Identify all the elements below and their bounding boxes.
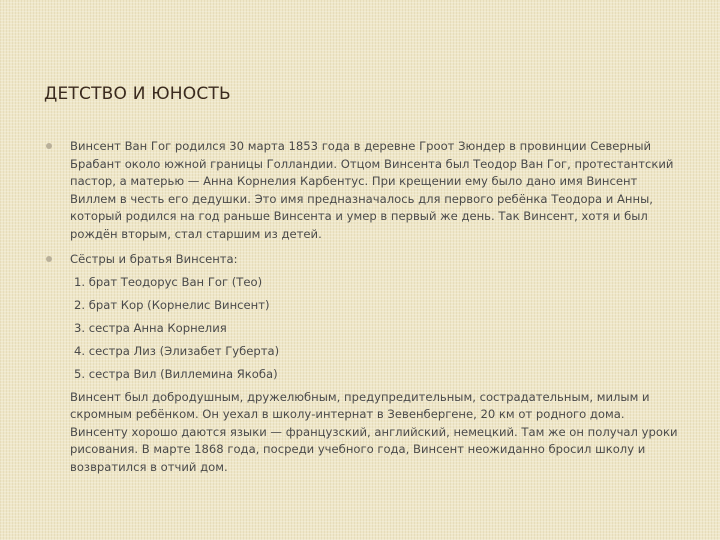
siblings-list xyxy=(44,274,684,384)
bullet-biography-text: Винсент Ван Гог родился 30 марта 1853 года в деревне Гроот Зюндер в провинции Северный Брабант около южной границы Голландии. Отцом Винсента был Теодор Ван Гог, протестантский пастор, а матерью — Анна Корнелия Карбентус. При крещении ему было дано имя Винсент Виллем в честь его дедушки. Это имя предназначалось для первого ребёнка Теодора и Анны, который родился на год раньше Винсента и умер в первый же день. Так Винсент, хотя и был рождён вторым, стал старшим из детей. xyxy=(70,139,674,241)
bullet-siblings-text: Сёстры и братья Винсента: xyxy=(70,252,238,266)
list-item: 3. сестра Анна Корнелия xyxy=(74,320,227,335)
bullet-siblings xyxy=(44,251,684,269)
list-item: 2. брат Кор (Корнелис Винсент) xyxy=(74,297,270,312)
closing-paragraph: Винсент был добродушным, дружелюбным, предупредительным, сострадательным, милым и скромным ребёнком. Он уехал в школу-интернат в Зевенбергене, 20 км от родного дома. Винсенту хорошо даются языки — французский, английский, немецкий. Там же он получал уроки рисования. В марте 1868 года, посреди учебного года, Винсент неожиданно бросил школу и возвратился в отчий дом. xyxy=(70,389,678,474)
bullet-biography xyxy=(44,138,684,243)
slide-title: ДЕТСТВО И ЮНОСТЬ xyxy=(44,84,231,104)
bullet-dot-icon xyxy=(46,256,52,262)
list-item: 4. сестра Лиз (Элизабет Губерта) xyxy=(74,343,280,358)
list-item: 5. сестра Вил (Виллемина Якоба) xyxy=(74,366,278,381)
bullet-dot-icon xyxy=(46,143,52,149)
list-item: 1. брат Теодорус Ван Гог (Тео) xyxy=(74,274,263,289)
slide-content xyxy=(44,138,684,476)
